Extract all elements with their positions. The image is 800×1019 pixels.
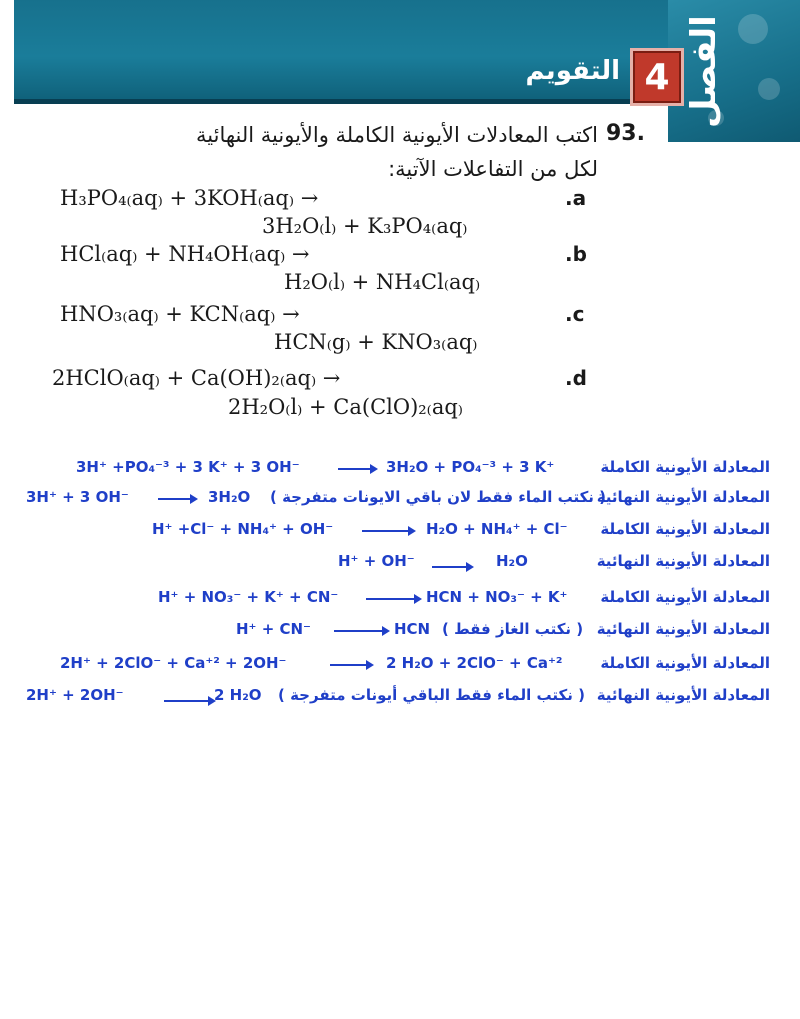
question-number: 93. — [606, 121, 645, 146]
answer-row — [0, 686, 800, 716]
answer-right-side: 2 H₂O + 2ClO⁻ + Ca⁺² — [386, 654, 563, 672]
answer-label: المعادلة الأيونية الكاملة — [600, 588, 770, 606]
answer-right-side: H₂O — [496, 552, 528, 570]
chapter-header-bar — [14, 0, 668, 103]
answer-note: ( نكتب الغاز فقط ) — [442, 620, 584, 638]
chapter-word: الفصل — [684, 15, 724, 128]
section-title: التقويم — [525, 56, 620, 86]
equation-a-letter: .a — [565, 186, 587, 210]
answer-note: ( نكتب الماء فقط لان باقي الايونات متفرجة ) — [270, 488, 607, 506]
answer-row — [0, 620, 800, 650]
molecule-decoration-icon — [758, 78, 780, 100]
answer-row — [0, 654, 800, 684]
reaction-arrow-icon — [432, 566, 472, 568]
answer-left-side: 2H⁺ + 2OH⁻ — [26, 686, 124, 704]
answer-left-side: 3H⁺ +PO₄⁻³ + 3 K⁺ + 3 OH⁻ — [76, 458, 300, 476]
answer-row — [0, 552, 800, 582]
answer-label: المعادلة الأيونية الكاملة — [600, 458, 770, 476]
answer-left-side: H⁺ + OH⁻ — [338, 552, 415, 570]
answer-right-side: 3H₂O — [208, 488, 251, 506]
equation-a-line2: 3H₂O₍l₎ + K₃PO₄₍aq₎ — [262, 214, 468, 238]
equation-b-letter: .b — [565, 242, 587, 266]
equation-c-line1: HNO₃₍aq₎ + KCN₍aq₎ → — [60, 302, 300, 326]
equation-b-line2: H₂O₍l₎ + NH₄Cl₍aq₎ — [284, 270, 481, 294]
answer-left-side: 2H⁺ + 2ClO⁻ + Ca⁺² + 2OH⁻ — [60, 654, 287, 672]
reaction-arrow-icon — [158, 498, 196, 500]
answer-label: المعادلة الأيونية النهائية — [596, 686, 770, 704]
answer-right-side: HCN + NO₃⁻ + K⁺ — [426, 588, 568, 606]
reaction-arrow-icon — [338, 468, 376, 470]
header-underline — [14, 99, 674, 104]
answer-right-side: HCN — [394, 620, 431, 638]
question-text — [50, 118, 598, 186]
answer-right-side: 3H₂O + PO₄⁻³ + 3 K⁺ — [386, 458, 555, 476]
answer-row — [0, 588, 800, 618]
answer-right-side: 2 H₂O — [214, 686, 262, 704]
answer-label: المعادلة الأيونية الكاملة — [600, 520, 770, 538]
chapter-number-badge: 4 — [630, 48, 684, 106]
answer-label: المعادلة الأيونية النهائية — [596, 620, 770, 638]
reaction-arrow-icon — [362, 530, 414, 532]
equation-d-letter: .d — [565, 366, 587, 390]
reaction-arrow-icon — [366, 598, 420, 600]
question-text-line1: اكتب المعادلات الأيونية الكاملة والأيونية النهائية — [196, 123, 598, 147]
answer-left-side: H⁺ + CN⁻ — [236, 620, 311, 638]
answer-row — [0, 458, 800, 488]
answer-left-side: 3H⁺ + 3 OH⁻ — [26, 488, 129, 506]
reaction-arrow-icon — [334, 630, 388, 632]
equation-c-letter: .c — [565, 302, 585, 326]
equation-a-line1: H₃PO₄₍aq₎ + 3KOH₍aq₎ → — [60, 186, 319, 210]
answer-label: المعادلة الأيونية الكاملة — [600, 654, 770, 672]
reaction-arrow-icon — [330, 664, 372, 666]
answer-row — [0, 520, 800, 550]
equation-c-line2: HCN₍g₎ + KNO₃₍aq₎ — [274, 330, 478, 354]
equation-d-line2: 2H₂O₍l₎ + Ca(ClO)₂₍aq₎ — [228, 395, 463, 419]
answer-left-side: H⁺ +Cl⁻ + NH₄⁺ + OH⁻ — [152, 520, 334, 538]
answer-label: المعادلة الأيونية النهائية — [596, 552, 770, 570]
answer-left-side: H⁺ + NO₃⁻ + K⁺ + CN⁻ — [158, 588, 339, 606]
answer-row — [0, 488, 800, 518]
answer-note: ( نكتب الماء فقط الباقي أيونات متفرجة ) — [278, 686, 585, 704]
question-text-line2: لكل من التفاعلات الآتية: — [388, 157, 598, 181]
equation-b-line1: HCl₍aq₎ + NH₄OH₍aq₎ → — [60, 242, 310, 266]
equation-d-line1: 2HClO₍aq₎ + Ca(OH)₂₍aq₎ → — [52, 366, 341, 390]
answer-label: المعادلة الأيونية النهائية — [596, 488, 770, 506]
reaction-arrow-icon — [164, 700, 214, 702]
answer-right-side: H₂O + NH₄⁺ + Cl⁻ — [426, 520, 568, 538]
